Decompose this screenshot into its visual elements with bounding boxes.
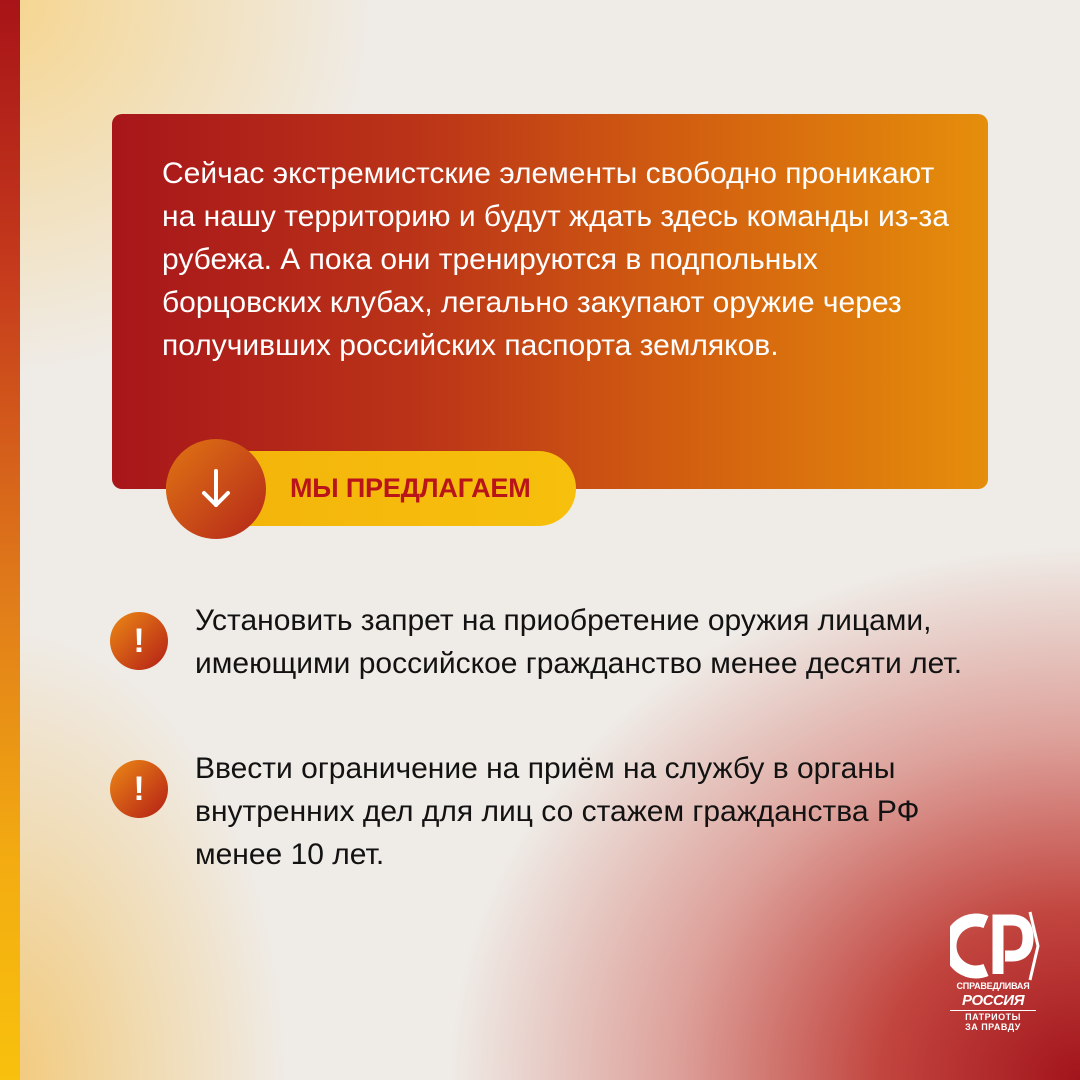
- arrow-down-icon: [166, 439, 266, 539]
- party-logo-mark: [950, 908, 1040, 986]
- quote-text: Сейчас экстремистские элементы свободно проникают на нашу территорию и будут ждать здесь команды из-за рубежа. А пока они тренируются в подпольных борцовских клубах, легально закупают оружие через получивших российских паспорта земляков.: [162, 157, 949, 362]
- exclamation-icon: !: [110, 612, 168, 670]
- left-accent-bar: [0, 0, 20, 1080]
- logo-text-line: ПАТРИОТЫ: [950, 1010, 1036, 1022]
- proposal-text: Ввести ограничение на приём на службу в органы внутренних дел для лиц со стажем гражданства РФ менее 10 лет.: [195, 752, 920, 871]
- exclamation-icon: !: [110, 760, 168, 818]
- proposal-text: Установить запрет на приобретение оружия лицами, имеющими российское гражданство менее десяти лет.: [195, 604, 963, 680]
- propose-label: МЫ ПРЕДЛАГАЕМ: [290, 473, 531, 503]
- party-logo: [950, 908, 1040, 1033]
- logo-text-line: РОССИЯ: [961, 992, 1025, 1009]
- logo-text-line: СПРАВЕДЛИВАЯ: [956, 981, 1030, 991]
- logo-text-line: ЗА ПРАВДУ: [965, 1022, 1021, 1032]
